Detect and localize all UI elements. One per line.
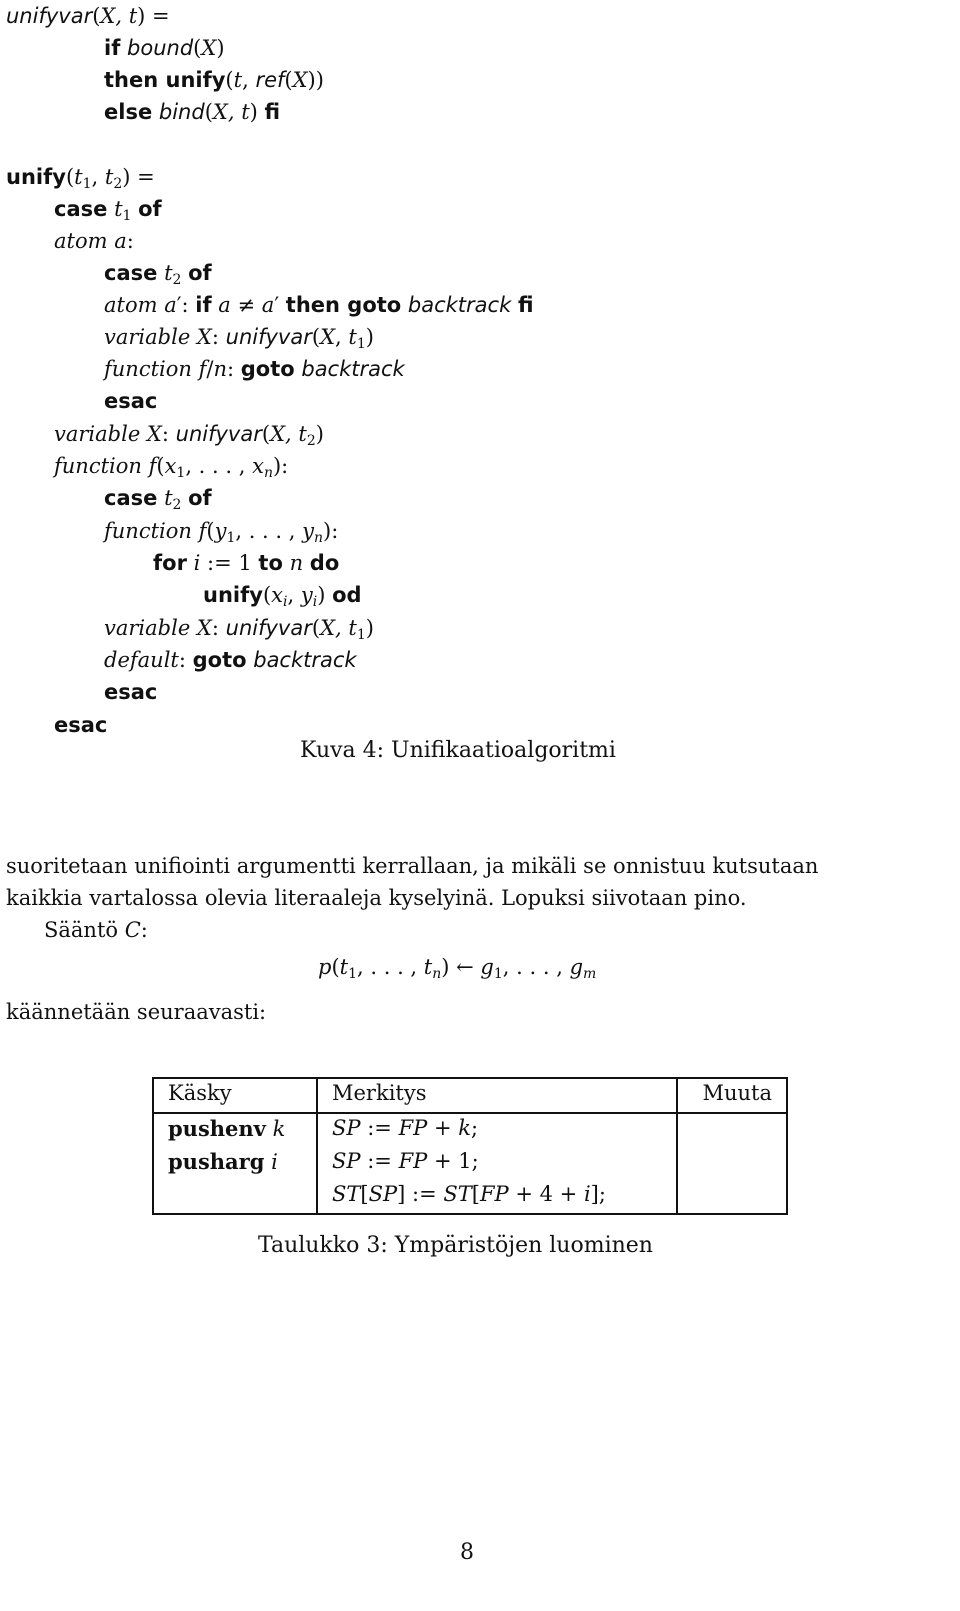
algo-line-case-t2-1: case $t_2$ of <box>104 261 212 288</box>
table-header-row <box>153 1078 787 1113</box>
paragraph-line-1: suoritetaan unifiointi argumentti kerrallaan, ja mikäli se onnistuu kutsutaan <box>6 854 819 878</box>
paragraph-line-4: käännetään seuraavasti: <box>6 1000 267 1024</box>
page-number: 8 <box>460 1540 474 1565</box>
algo-line-function-fx: function $f(x_1$, . . . , $x_n$): <box>54 454 289 481</box>
table-cell-meaning: SP := FP + 1; <box>317 1147 677 1180</box>
algo-line-variable-x-t2: variable X: unifyvar(X, $t_2$) <box>54 422 324 449</box>
algo-line-default: default: goto backtrack <box>104 648 357 672</box>
table-cell-meaning: SP := FP + k; <box>317 1113 677 1147</box>
header-kasky: Käsky <box>153 1078 317 1113</box>
algo-line-atom-a-prime: atom a′: if a ≠ a′ then goto backtrack fi <box>104 293 534 317</box>
figure-caption: Kuva 4: Unifikaatioalgoritmi <box>300 738 616 763</box>
algo-line-function-fy: function $f(y_1$, . . . , $y_n$): <box>104 519 339 546</box>
algo-line-esac-outer: esac <box>54 713 108 737</box>
table-cell-command <box>153 1180 317 1214</box>
algo-line-else-bind: else bind(X, t) fi <box>104 100 281 124</box>
algo-line-for-loop: for i := 1 to n do <box>153 551 340 575</box>
table-row <box>153 1113 787 1147</box>
algo-line-esac-inner: esac <box>104 389 158 413</box>
algo-line-atom-a: atom a: <box>54 229 134 253</box>
paragraph-line-2: kaikkia vartalossa olevia literaaleja kyselyinä. Lopuksi siivotaan pino. <box>6 886 747 910</box>
command-table <box>152 1077 788 1215</box>
header-muuta: Muuta <box>677 1078 787 1113</box>
table-cell-other <box>677 1180 787 1214</box>
table-cell-command: pushenv k <box>153 1113 317 1147</box>
algo-line-then-unify: then unify(t, ref(X)) <box>104 68 324 92</box>
algo-line-function-fn: function f/n: goto backtrack <box>104 357 405 381</box>
paragraph-line-3: Sääntö C: <box>44 918 148 942</box>
table-cell-meaning: ST[SP] := ST[FP + 4 + i]; <box>317 1180 677 1214</box>
rule-formula: $p(t_1$, . . . , $t_n$) ← $g_1$, . . . , $g_m$ <box>318 955 597 982</box>
algo-line-unify-def: $unify(t_1$, $t_2$) = <box>6 165 155 192</box>
table-cell-command: pusharg i <box>153 1147 317 1180</box>
algo-line-case-t1: case $t_1$ of <box>54 197 162 224</box>
table-cell-other <box>677 1147 787 1180</box>
table-caption: Taulukko 3: Ympäristöjen luominen <box>258 1233 653 1258</box>
algo-line-variable-x-t1-2: variable X: unifyvar(X, $t_1$) <box>104 616 374 643</box>
table-row <box>153 1180 787 1214</box>
header-merkitys: Merkitys <box>317 1078 677 1113</box>
algo-line-unify-xy: $unify(x_i$, $y_i$) od <box>203 583 362 610</box>
table-cell-other <box>677 1113 787 1147</box>
algo-line-esac-middle: esac <box>104 680 158 704</box>
algo-line-case-t2-2: case $t_2$ of <box>104 486 212 513</box>
algo-line-variable-x-t1: variable X: unifyvar(X, $t_1$) <box>104 325 374 352</box>
table-row <box>153 1147 787 1180</box>
algo-line-if-bound: if bound(X) <box>104 36 225 60</box>
algo-line-unifyvar-def: unifyvar(X, t) = <box>6 4 170 28</box>
